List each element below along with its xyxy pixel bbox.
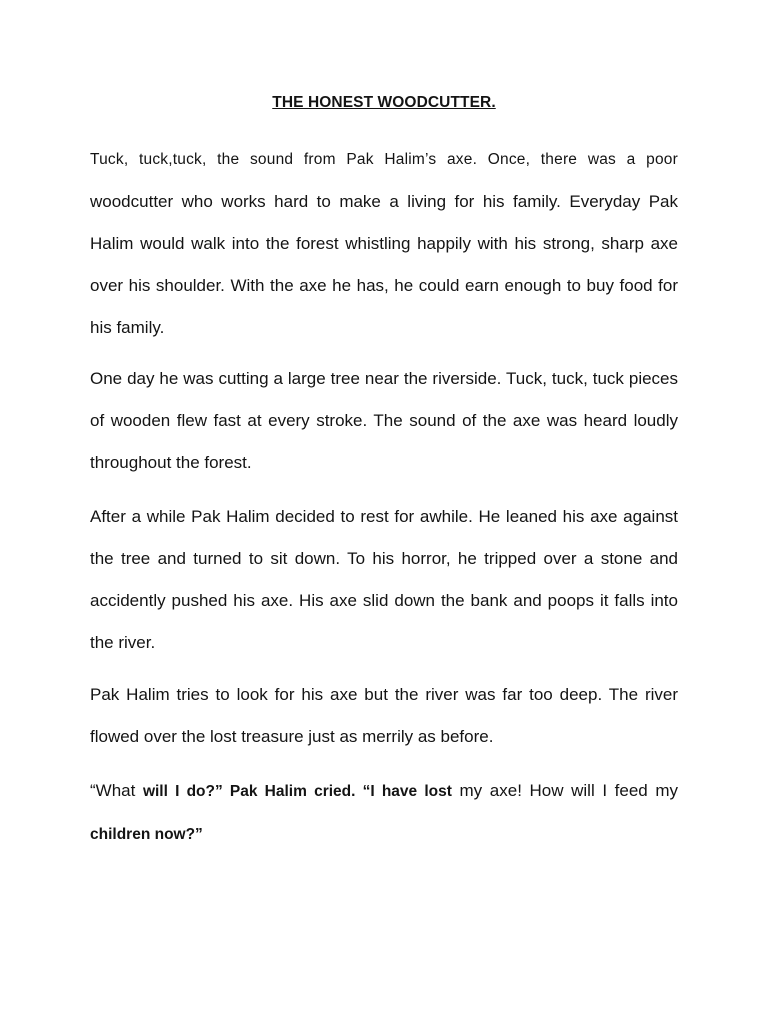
paragraph-5-part-1: “What xyxy=(90,781,143,800)
paragraph-5-part-2: will I do?” Pak Halim cried. “I have lost xyxy=(142,783,452,800)
paragraph-5 xyxy=(90,770,678,856)
document-page xyxy=(90,0,678,1024)
paragraph-3: After a while Pak Halim decided to rest for awhile. He leaned his axe against the tree and turned to sit down. To his horror, he tripped over a stone and accidently pushed his axe. His axe slid down the bank and poops it falls into the river. xyxy=(90,507,678,652)
paragraph-5-part-4: children now?” xyxy=(90,826,203,843)
story-title: THE HONEST WOODCUTTER. xyxy=(272,94,496,111)
paragraph-1 xyxy=(90,138,678,349)
paragraph-1-text: woodcutter who works hard to make a living for his family. Everyday Pak Halim would walk into the forest whistling happily with his strong, sharp axe over his shoulder. With the axe he has, he could earn enough to buy food for his family. xyxy=(90,192,678,337)
paragraph-5-part-3: my axe! How will I feed my xyxy=(451,781,678,800)
paragraph-2: One day he was cutting a large tree near the riverside. Tuck, tuck, tuck pieces of wooden flew fast at every stroke. The sound of the axe was heard loudly throughout the forest. xyxy=(90,369,678,472)
paragraph-4: Pak Halim tries to look for his axe but the river was far too deep. The river flowed over the lost treasure just as merrily as before. xyxy=(90,685,678,746)
paragraph-1-lead: Tuck, tuck,tuck, the sound from Pak Halim’s axe. Once, there was a poor xyxy=(90,151,678,168)
